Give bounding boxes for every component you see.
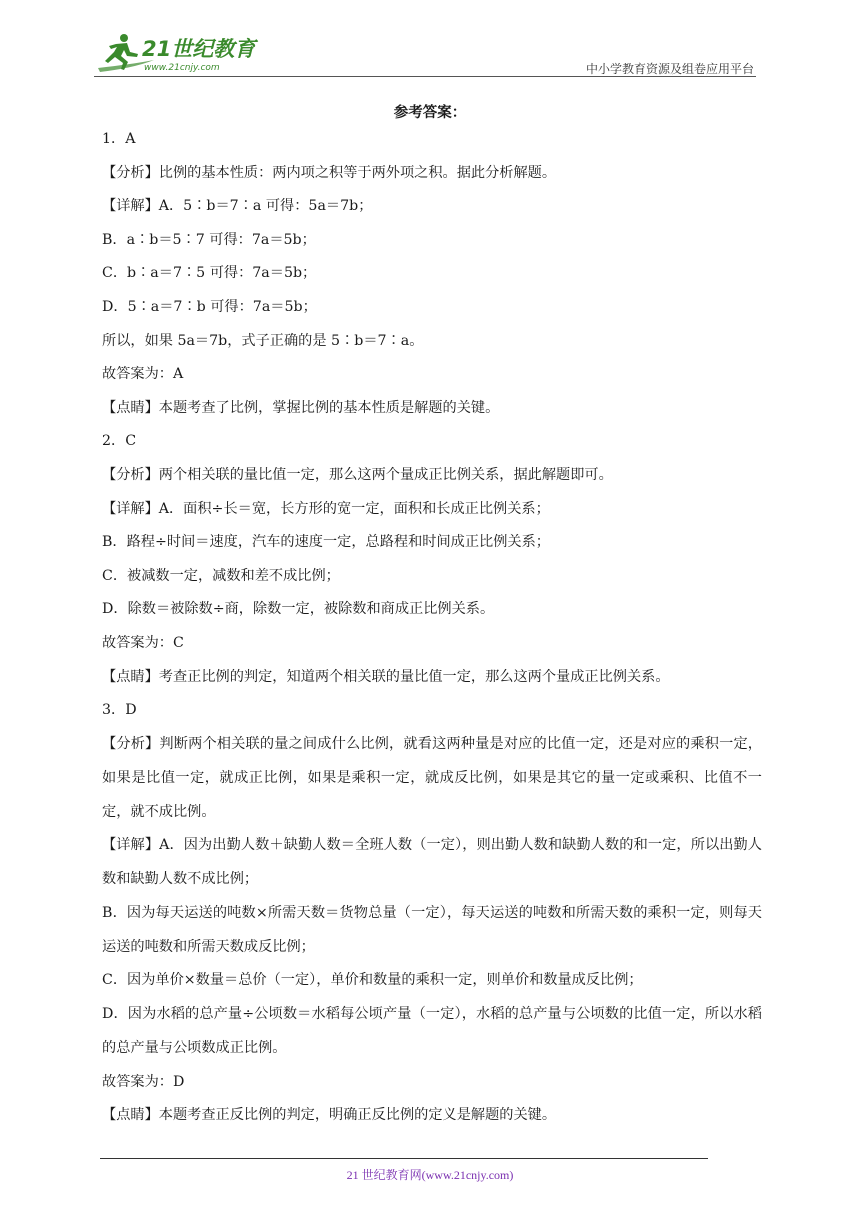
q1-comment: 【点睛】本题考查了比例，掌握比例的基本性质是解题的关键。 — [102, 399, 500, 416]
q3-analysis: 【分析】判断两个相关联的量之间成什么比例，就看这两种量是对应的比值一定，还是对应的乘积一定，如果是比值一定，就成正比例，如果是乘积一定，就成反比例，如果是其它的量一定或乘积、比值不一定，就不成比例。 — [102, 735, 762, 820]
q1-detail-c: C．b∶a＝7∶5 可得：7a＝5b； — [102, 265, 317, 282]
q2-final: 故答案为：C — [102, 634, 184, 651]
q1-detail-b: B．a∶b＝5∶7 可得：7a＝5b； — [102, 231, 316, 248]
page-header — [94, 30, 756, 78]
footer-link[interactable]: 21 世纪教育网(www.21cnjy.com) — [346, 1168, 514, 1182]
q3-final: 故答案为：D — [102, 1073, 185, 1090]
header-divider — [94, 76, 756, 77]
q1-final: 故答案为：A — [102, 366, 184, 383]
platform-name: 中小学教育资源及组卷应用平台 — [585, 62, 754, 76]
svg-text:21世纪教育: 21世纪教育 — [142, 37, 256, 61]
svg-text:www.21cnjy.com: www.21cnjy.com — [144, 63, 220, 73]
q1-answer: 1．A — [102, 131, 136, 147]
q1-analysis: 【分析】比例的基本性质：两内项之积等于两外项之积。据此分析解题。 — [102, 164, 557, 181]
q1-detail-d: D．5∶a＝7∶b 可得：7a＝5b； — [102, 298, 317, 315]
q3-answer: 3．D — [102, 702, 137, 719]
q3-detail-c: C．因为单价×数量＝总价（一定），单价和数量的乘积一定，则单价和数量成反比例； — [102, 972, 643, 989]
page-title: 参考答案： — [393, 104, 467, 121]
q3-detail-a: 【详解】A．因为出勤人数＋缺勤人数＝全班人数（一定），则出勤人数和缺勤人数的和一定，所以出勤人数和缺勤人数不成比例； — [102, 837, 762, 888]
q2-detail-b: B．路程÷时间＝速度，汽车的速度一定，总路程和时间成正比例关系； — [102, 534, 550, 551]
q2-answer: 2．C — [102, 433, 137, 450]
answer-content — [102, 129, 762, 1139]
q2-comment: 【点睛】考查正比例的判定，知道两个相关联的量比值一定，那么这两个量成正比例关系。 — [102, 668, 670, 685]
q1-conclusion: 所以，如果 5a＝7b，式子正确的是 5∶b＝7∶a。 — [102, 332, 424, 349]
q2-detail-d: D．除数＝被除数÷商，除数一定，被除数和商成正比例关系。 — [102, 601, 495, 618]
site-logo — [94, 30, 264, 74]
q2-detail-a: 【详解】A．面积÷长＝宽，长方形的宽一定，面积和长成正比例关系； — [102, 500, 550, 517]
q1-detail-a: 【详解】A．5∶b＝7∶a 可得：5a＝7b； — [102, 198, 373, 215]
q2-analysis: 【分析】两个相关联的量比值一定，那么这两个量成正比例关系，据此解题即可。 — [102, 466, 613, 483]
q3-detail-d: D．因为水稻的总产量÷公顷数＝水稻每公顷产量（一定），水稻的总产量与公顷数的比值一定，所以水稻的总产量与公顷数成正比例。 — [102, 1006, 762, 1057]
footer-divider — [100, 1158, 708, 1159]
q2-detail-c: C．被减数一定，减数和差不成比例； — [102, 567, 340, 584]
q3-comment: 【点睛】本题考查正反比例的判定，明确正反比例的定义是解题的关键。 — [102, 1107, 557, 1124]
q3-detail-b: B．因为每天运送的吨数×所需天数＝货物总量（一定），每天运送的吨数和所需天数的乘积一定，则每天运送的吨数和所需天数成反比例； — [102, 904, 762, 955]
